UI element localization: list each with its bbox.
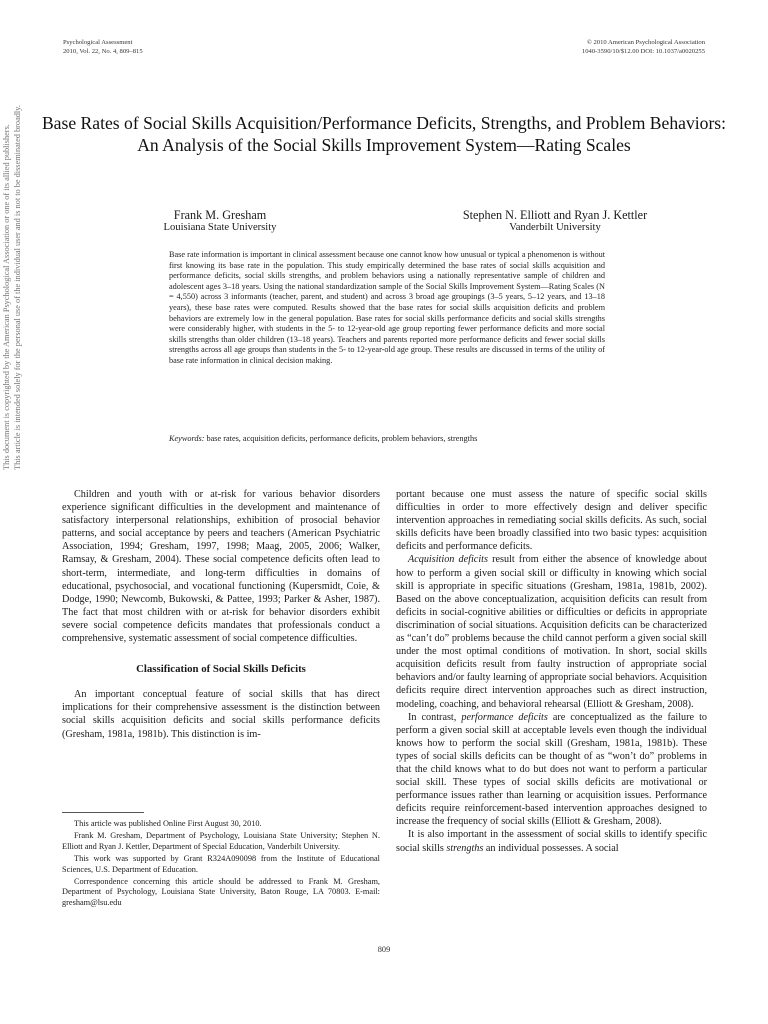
copyright-side-notice: This document is copyrighted by the American Psychological Association or one of its allied publishers. (2, 124, 11, 470)
body-paragraph (396, 711, 707, 829)
copyright-notice: © 2010 American Psychological Association (586, 39, 705, 46)
paragraph-text: result from either the absence of knowledge about how to perform a given social skill or difficulty in knowing which social skill is appropriate in specific situations (Gresham, 1981a, 1981b, 2002). Based on the above conceptualization, acquisition deficits can result from deficits in social-cognitive abilities or difficulties or deficits in appropriate discrimination of social situations. Acquisition deficits can be characterized as “can’t do” problems because the child cannot perform a given social skill under the most optimal conditions of motivation. In short, social skills acquisition deficits result from faulty instruction of appropriate social behaviors and/or faulty learning of appropriate social behaviors. Acquisition deficits require direct intervention approaches such as direct instruction, modeling, coaching, and behavioral rehearsal (Elliott & Gresham, 2008). (396, 554, 707, 710)
author-affiliation: Vanderbilt University (509, 222, 601, 233)
abstract: Base rate information is important in clinical assessment because one cannot know how unusual or typical a phenomenon is without first knowing its base rate in the population. This study empirically determined the base rates of social skills acquisition and performance deficits, social skills strengths, and problem behaviors using a nationally representative sample of children and adolescent ages 3–18 years. Using the national standardization sample of the Social Skills Improvement System—Rating Scales (N = 4,550) across 3 informants (teacher, parent, and student) and across 3 broad age groupings (3–5 years, 5–12 years, and 13–18 years), these base rates were computed. Results showed that the base rates for social skills acquisition deficits and problem behaviors are extremely low in the general population. Base rates for social skills performance deficits and social skills strengths were considerably higher, with students in the 5- to 12-year-old age group reporting fewer performance deficits and more social skills strengths than older children (13–18 years). Teachers and parents reported more performance deficits and fewer social skills strengths across all age groups than students in the 5- to 12-year-old age group. These results are discussed in terms of the utility of base rate information in clinical decision making. (169, 250, 606, 365)
running-header-left (63, 39, 143, 56)
author-name: Stephen N. Elliott and Ryan J. Kettler (462, 208, 648, 222)
footnote: Correspondence concerning this article should be addressed to Frank M. Gresham, Department of Psychology, Louisiana State University, Baton Rouge, LA 70803. E-mail: gresham@lsu.edu (62, 877, 380, 907)
author-affiliation: Louisiana State University (163, 222, 277, 233)
body-paragraph (396, 828, 707, 854)
body-paragraph: portant because one must assess the nature of specific social skills difficulties in order to more effectively design and deliver specific intervention approaches in remediating social skills deficits. As such, social skills deficits have been broadly classified into two basic types: acquisition deficits and performance deficits. (396, 489, 707, 553)
running-header-right (582, 39, 705, 56)
article-title: Base Rates of Social Skills Acquisition/Performance Deficits, Strengths, and Problem Behaviors: An Analysis of the Social Skills Improvement System—Rating Scales (41, 113, 727, 155)
body-paragraph: Children and youth with or at-risk for various behavior disorders experience significant difficulties in the development and maintenance of satisfactory interpersonal relationships, exhibition of prosocial behavior patterns, and social acceptance by peers and teachers (American Psychiatric Association, 1994; Gresham, 1997, 1998; Maag, 2005, 2006; Walker, Ramsay, & Gresham, 2004). These social competence deficits often lead to short-term, intermediate, and long-term difficulties in domains of educational, psychosocial, and vocational functioning (Kupersmidt, Coie, & Dodge, 1990; Newcomb, Bukowski, & Pattee, 1993; Parker & Asher, 1987). The fact that most children with or at-risk for behavior disorders exhibit severe social competence deficits mandates that professionals conduct a comprehensive, systematic assessment of social competence difficulties. (62, 489, 380, 645)
term-acquisition-deficits: Acquisition deficits (408, 554, 488, 566)
right-column (396, 488, 707, 855)
paragraph-text: It is also important in the assessment of social skills to identify specific social skills (396, 829, 707, 854)
author-block-2 (425, 208, 685, 234)
page-number: 809 (377, 945, 391, 954)
footnote: Frank M. Gresham, Department of Psychology, Louisiana State University; Stephen N. Elliott and Ryan J. Kettler, Department of Special Education, Vanderbilt University. (62, 831, 380, 851)
author-block-1 (135, 208, 305, 234)
paragraph-text: are conceptualized as the failure to perform a given social skill at acceptable levels even though the individual knows how to perform the social skill (Gresham, 1981a, 1981b). These types of social skills deficits can be thought of as “won’t do” problems in that the child knows what to do but does not want to perform a particular social skill. These types of social skills deficits are motivational or performance issues rather than learning or acquisition issues. Performance deficits require reinforcement-based intervention approaches designed to increase the frequency of social skills (Elliott & Gresham, 2008). (396, 711, 707, 828)
section-heading: Classification of Social Skills Deficits (136, 663, 306, 676)
term-performance-deficits: performance deficits (461, 711, 548, 723)
keywords (169, 434, 605, 445)
body-paragraph: An important conceptual feature of social skills that has direct implications for their comprehensive assessment is the distinction between social skills acquisition deficits and social skills performance deficits (Gresham, 1981a, 1981b). This distinction is im- (62, 689, 380, 740)
paragraph-text: In contrast, (408, 711, 462, 723)
author-name: Frank M. Gresham (173, 208, 267, 222)
left-column (62, 488, 380, 741)
issn-doi: 1040-3590/10/$12.00 DOI: 10.1037/a0020255 (581, 47, 705, 55)
volume-info: 2010, Vol. 22, No. 4, 809–815 (63, 47, 143, 55)
paragraph-text: an individual possesses. A social (483, 842, 619, 854)
footnote: This work was supported by Grant R324A090098 from the Institute of Educational Sciences, U.S. Department of Education. (62, 854, 380, 874)
usage-side-notice: This article is intended solely for the personal use of the individual user and is not to be disseminated broadly. (13, 105, 22, 470)
footnote-divider (62, 812, 144, 813)
body-paragraph (396, 553, 707, 710)
footnotes (62, 819, 380, 910)
journal-name: Psychological Assessment (63, 39, 133, 46)
keywords-label: Keywords: (169, 434, 205, 443)
footnote: This article was published Online First August 30, 2010. (74, 819, 262, 828)
term-strengths: strengths (446, 842, 484, 854)
keywords-text: base rates, acquisition deficits, performance deficits, problem behaviors, strengths (206, 434, 478, 443)
